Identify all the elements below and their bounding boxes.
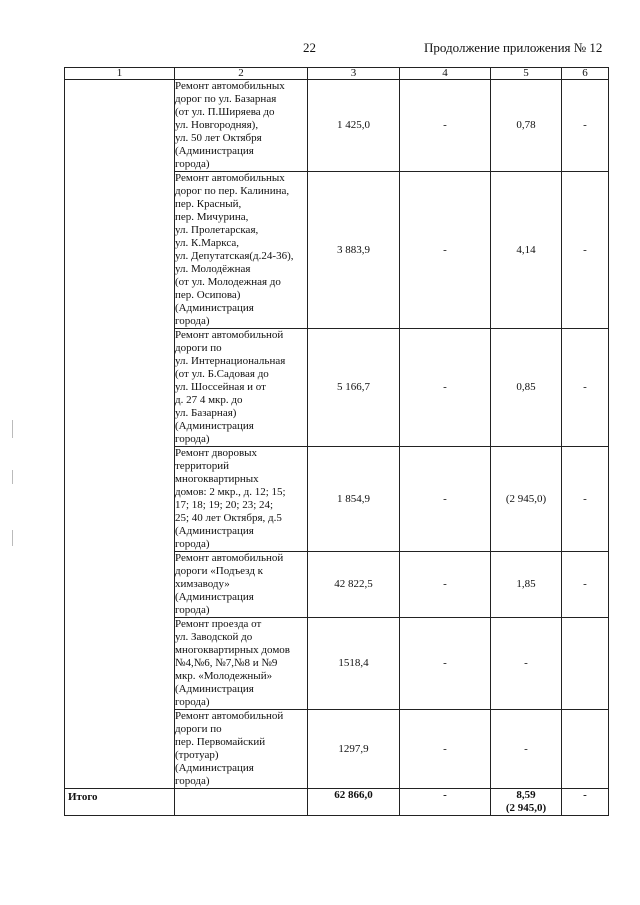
description-line: (от ул. П.Ширяева до [175, 106, 275, 118]
description-line: ул. Интернациональная [175, 355, 286, 367]
total-row [65, 789, 609, 816]
description-line: (Администрация [175, 525, 254, 537]
scan-margin-mark [12, 420, 13, 438]
value-cell-c5: (2 945,0) [491, 447, 562, 552]
description-line: пер. Первомайский [175, 736, 266, 748]
description-line: ул. К.Маркса, [175, 237, 239, 249]
value-cell-c5: - [491, 618, 562, 710]
value-cell-c3: 1 854,9 [308, 447, 400, 552]
value-cell-c5: 1,85 [491, 552, 562, 618]
value-cell-c6: - [562, 552, 609, 618]
description-line: ул. Заводской до [175, 631, 253, 643]
total-amount: 62 866,0 [308, 789, 400, 816]
column-header: 4 [400, 68, 491, 80]
description-line: мкр. «Молодежный» [175, 670, 273, 682]
column-header: 2 [175, 68, 308, 80]
description-line: ул. 50 лет Октября [175, 132, 262, 144]
description-line: города) [175, 315, 210, 327]
value-cell-c4: - [400, 329, 491, 447]
total-col4: - [400, 789, 491, 816]
total-col5-line1: 8,59 [516, 789, 536, 801]
description-line: города) [175, 538, 210, 550]
value-cell-c6: - [562, 447, 609, 552]
appendix-table [64, 67, 609, 816]
work-description [175, 618, 308, 710]
value-cell-c6 [562, 710, 609, 789]
description-line: ул. Новгородняя), [175, 119, 259, 131]
value-cell-c3: 1297,9 [308, 710, 400, 789]
value-cell-c5: 4,14 [491, 172, 562, 329]
work-description [175, 447, 308, 552]
description-line: ул. Депутатская(д.24-36), [175, 250, 294, 262]
description-line: Ремонт автомобильной [175, 710, 284, 722]
description-line: города) [175, 158, 210, 170]
continuation-label: Продолжение приложения № 12 [424, 40, 603, 55]
description-line: дороги «Подъезд к [175, 565, 264, 577]
description-line: ул. Молодёжная [175, 263, 251, 275]
description-line: Ремонт автомобильных [175, 80, 285, 92]
value-cell-c3: 1 425,0 [308, 80, 400, 172]
value-cell-c6: - [562, 172, 609, 329]
work-description [175, 172, 308, 329]
description-line: города) [175, 604, 210, 616]
description-line: дорог по ул. Базарная [175, 93, 277, 105]
description-line: дороги по [175, 342, 222, 354]
description-line: города) [175, 433, 210, 445]
description-line: многоквартирных [175, 473, 259, 485]
description-line: города) [175, 696, 210, 708]
column-header: 5 [491, 68, 562, 80]
page-number: 22 [303, 40, 316, 55]
description-line: 17; 18; 19; 20; 23; 24; [175, 499, 274, 511]
column-number-row [65, 68, 609, 80]
description-line: Ремонт дворовых [175, 447, 258, 459]
value-cell-c5: 0,78 [491, 80, 562, 172]
description-line: ул. Шоссейная и от [175, 381, 266, 393]
value-cell-c4: - [400, 447, 491, 552]
work-description [175, 329, 308, 447]
description-line: (Администрация [175, 762, 254, 774]
total-empty-cell [175, 789, 308, 816]
value-cell-c4: - [400, 552, 491, 618]
value-cell-c6: - [562, 80, 609, 172]
description-line: домов: 2 мкр., д. 12; 15; [175, 486, 286, 498]
column-header: 6 [562, 68, 609, 80]
value-cell-c4: - [400, 172, 491, 329]
description-line: (Администрация [175, 591, 254, 603]
work-description [175, 552, 308, 618]
value-cell-c5: - [491, 710, 562, 789]
description-line: пер. Мичурина, [175, 211, 249, 223]
description-line: (от ул. Молодежная до [175, 276, 281, 288]
total-col5 [491, 789, 562, 816]
description-line: №4,№6, №7,№8 и №9 [175, 657, 278, 669]
description-line: (тротуар) [175, 749, 219, 761]
value-cell-c3: 1518,4 [308, 618, 400, 710]
description-line: ул. Пролетарская, [175, 224, 259, 236]
description-line: города) [175, 775, 210, 787]
description-line: Ремонт автомобильной [175, 329, 284, 341]
description-line: (Администрация [175, 420, 254, 432]
value-cell-c4: - [400, 618, 491, 710]
value-cell-c3: 5 166,7 [308, 329, 400, 447]
value-cell-c4: - [400, 80, 491, 172]
description-line: (от ул. Б.Садовая до [175, 368, 269, 380]
merged-empty-cell [65, 80, 175, 789]
column-header: 3 [308, 68, 400, 80]
description-line: Ремонт автомобильной [175, 552, 284, 564]
value-cell-c4: - [400, 710, 491, 789]
description-line: дорог по пер. Калинина, [175, 185, 290, 197]
value-cell-c6 [562, 618, 609, 710]
column-header: 1 [65, 68, 175, 80]
value-cell-c6: - [562, 329, 609, 447]
value-cell-c3: 3 883,9 [308, 172, 400, 329]
description-line: многоквартирных домов [175, 644, 290, 656]
work-description [175, 80, 308, 172]
total-col6: - [562, 789, 609, 816]
description-line: Ремонт автомобильных [175, 172, 285, 184]
description-line: пер. Осипова) [175, 289, 241, 301]
scan-margin-mark [12, 470, 13, 484]
description-line: (Администрация [175, 683, 254, 695]
description-line: дороги по [175, 723, 222, 735]
description-line: химзаводу» [175, 578, 230, 590]
description-line: ул. Базарная) [175, 407, 237, 419]
description-line: Ремонт проезда от [175, 618, 262, 630]
total-col5-line2: (2 945,0) [505, 802, 547, 814]
value-cell-c5: 0,85 [491, 329, 562, 447]
description-line: (Администрация [175, 145, 254, 157]
scan-margin-mark [12, 530, 13, 546]
description-line: д. 27 4 мкр. до [175, 394, 243, 406]
table-row [65, 80, 609, 172]
description-line: территорий [175, 460, 230, 472]
description-line: 25; 40 лет Октября, д.5 [175, 512, 282, 524]
total-label: Итого [65, 789, 175, 816]
description-line: (Администрация [175, 302, 254, 314]
work-description [175, 710, 308, 789]
value-cell-c3: 42 822,5 [308, 552, 400, 618]
description-line: пер. Красный, [175, 198, 242, 210]
